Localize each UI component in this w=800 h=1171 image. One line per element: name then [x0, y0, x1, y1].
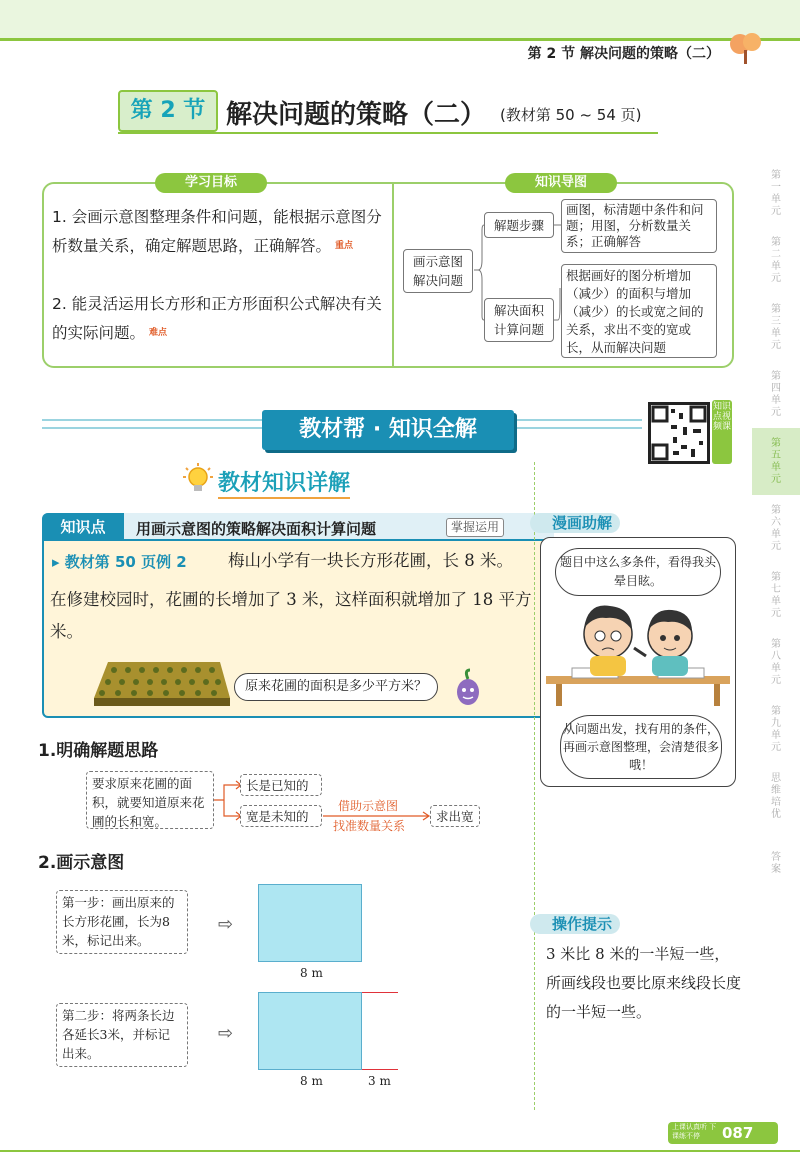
hint-find-relation: 找准数量关系	[333, 819, 406, 833]
unknown-width-box: 宽是未知的	[240, 805, 322, 827]
known-length-box: 长是已知的	[240, 774, 322, 796]
goal-item	[52, 290, 386, 348]
qr-code-icon[interactable]	[648, 402, 710, 464]
arrow-right-icon: ⇨	[218, 1023, 234, 1044]
extended-flowerbed-diagram	[258, 992, 362, 1070]
section-pages: (教材第 50 ~ 54 页)	[500, 106, 642, 124]
example-reference: ▸ 教材第 50 页例 2	[52, 553, 187, 571]
footer-rule	[0, 1150, 800, 1152]
mindmap-detail-steps: 画图，标清题中条件和问题；用图，分析数量关系；正确解答	[561, 199, 717, 253]
difficult-point-badge: 难点	[149, 328, 168, 338]
section-title: 解决问题的策略（二）	[226, 100, 487, 130]
mindmap-label: 知识导图	[505, 173, 617, 193]
comic-illustration	[542, 588, 734, 708]
unit-tab-label: 第八单元	[771, 638, 781, 686]
step2-heading: 2.画示意图	[38, 853, 125, 873]
qr-code-label: 知识点视频课	[712, 400, 732, 464]
unit-tab[interactable]	[752, 830, 800, 897]
unit-tab-label: 第三单元	[771, 303, 781, 351]
problem-text: 在修建校园时，花圃的长增加了 3 米，这样面积就增加了 18 平方米。	[50, 590, 532, 641]
unit-tab[interactable]	[752, 361, 800, 428]
draw-step2-note: 第二步：将两条长边各延长3米，并标记出来。	[56, 1003, 188, 1067]
question-bubble: 原来花圃的面积是多少平方米？	[234, 673, 438, 701]
objectives-divider	[392, 184, 394, 366]
column-divider	[534, 462, 535, 1110]
page-number: 087	[722, 1124, 754, 1142]
goal-item	[52, 203, 386, 261]
unit-tab[interactable]	[752, 629, 800, 696]
unit-tab-label: 答案	[771, 851, 781, 875]
comic-bubble-advice: 从问题出发，找有用的条件，再画示意图整理，会清楚很多哦！	[560, 715, 722, 779]
unit-tab[interactable]	[752, 562, 800, 629]
original-flowerbed-diagram	[258, 884, 362, 962]
find-width-box: 求出宽	[430, 805, 480, 827]
header-band	[0, 0, 800, 38]
hint-use-diagram: 借助示意图	[338, 799, 399, 813]
unit-tab-label: 第五单元	[771, 437, 781, 485]
operation-tip-tag: 操作提示	[530, 914, 620, 934]
extension-label-3m: 3 m	[368, 1074, 391, 1088]
unit-tab-label: 第一单元	[771, 169, 781, 217]
unit-tab[interactable]	[752, 495, 800, 562]
mindmap-branch-area: 解决面积计算问题	[484, 298, 554, 342]
unit-tab-label: 第六单元	[771, 504, 781, 552]
mastery-tag: 掌握运用	[446, 518, 504, 537]
unit-tab[interactable]	[752, 160, 800, 227]
operation-tip-text: 3 米比 8 米的一半短一些，所画线段也要比原来线段长度的一半短一些。	[546, 945, 742, 1021]
mascot-icon	[450, 668, 486, 708]
tree-icon	[726, 30, 766, 66]
goal-text: 1. 会画示意图整理条件和问题，能根据示意图分析数量关系，确定解题思路，正确解答。	[52, 208, 382, 255]
flowerbed-image	[92, 658, 232, 710]
goal-text: 2. 能灵活运用长方形和正方形面积公式解决有关的实际问题。	[52, 295, 382, 342]
lightbulb-icon	[182, 462, 214, 496]
section-number: 第 2 节	[118, 90, 218, 132]
unit-tab[interactable]	[752, 428, 800, 495]
step1-reasoning-box: 要求原来花圃的面积，就要知道原来花圃的长和宽。	[86, 771, 214, 829]
draw-step1-note: 第一步：画出原来的长方形花圃，长为8米，标记出来。	[56, 890, 188, 954]
knowledge-point-title: 用画示意图的策略解决面积计算问题	[136, 520, 377, 538]
unit-tabs	[752, 160, 800, 897]
unit-tab[interactable]	[752, 294, 800, 361]
mindmap-branch-steps: 解题步骤	[484, 212, 554, 238]
arrow-right-icon: ⇨	[218, 914, 234, 935]
goals-label: 学习目标	[155, 173, 267, 193]
unit-tab[interactable]	[752, 696, 800, 763]
unit-tab[interactable]	[752, 227, 800, 294]
comic-bubble-confused: 题目中这么多条件，看得我头晕目眩。	[555, 548, 721, 596]
mindmap-detail-area: 根据画好的图分析增加（减少）的面积与增加（减少）的长或宽之间的关系，求出不变的宽或长，从而解决问题	[561, 264, 717, 358]
banner-title: 教材帮 · 知识全解	[262, 410, 514, 450]
unit-tab-label: 第二单元	[771, 236, 781, 284]
unit-tab-label: 思维培优	[771, 772, 781, 820]
unit-tab-label: 第九单元	[771, 705, 781, 753]
mindmap-root: 画示意图解决问题	[403, 249, 473, 293]
unit-tab[interactable]	[752, 763, 800, 830]
extension-line-top	[362, 992, 398, 993]
key-point-badge: 重点	[335, 241, 354, 251]
knowledge-point-label: 知识点	[42, 513, 124, 541]
unit-tab-label: 第四单元	[771, 370, 781, 418]
details-title: 教材知识详解	[218, 466, 350, 499]
length-label-8m: 8 m	[300, 1074, 323, 1088]
footer-slogan: 上课认真听 下课练不停	[672, 1123, 717, 1140]
problem-text-line1: 梅山小学有一块长方形花圃，长 8 米。	[228, 551, 513, 570]
comic-help-tag: 漫画助解	[530, 513, 620, 533]
running-title: 第 2 节 解决问题的策略（二）	[527, 46, 720, 62]
step1-heading: 1.明确解题思路	[38, 741, 159, 761]
length-label-8m: 8 m	[300, 966, 323, 980]
unit-tab-label: 第七单元	[771, 571, 781, 619]
extension-line-bottom	[362, 1069, 398, 1070]
